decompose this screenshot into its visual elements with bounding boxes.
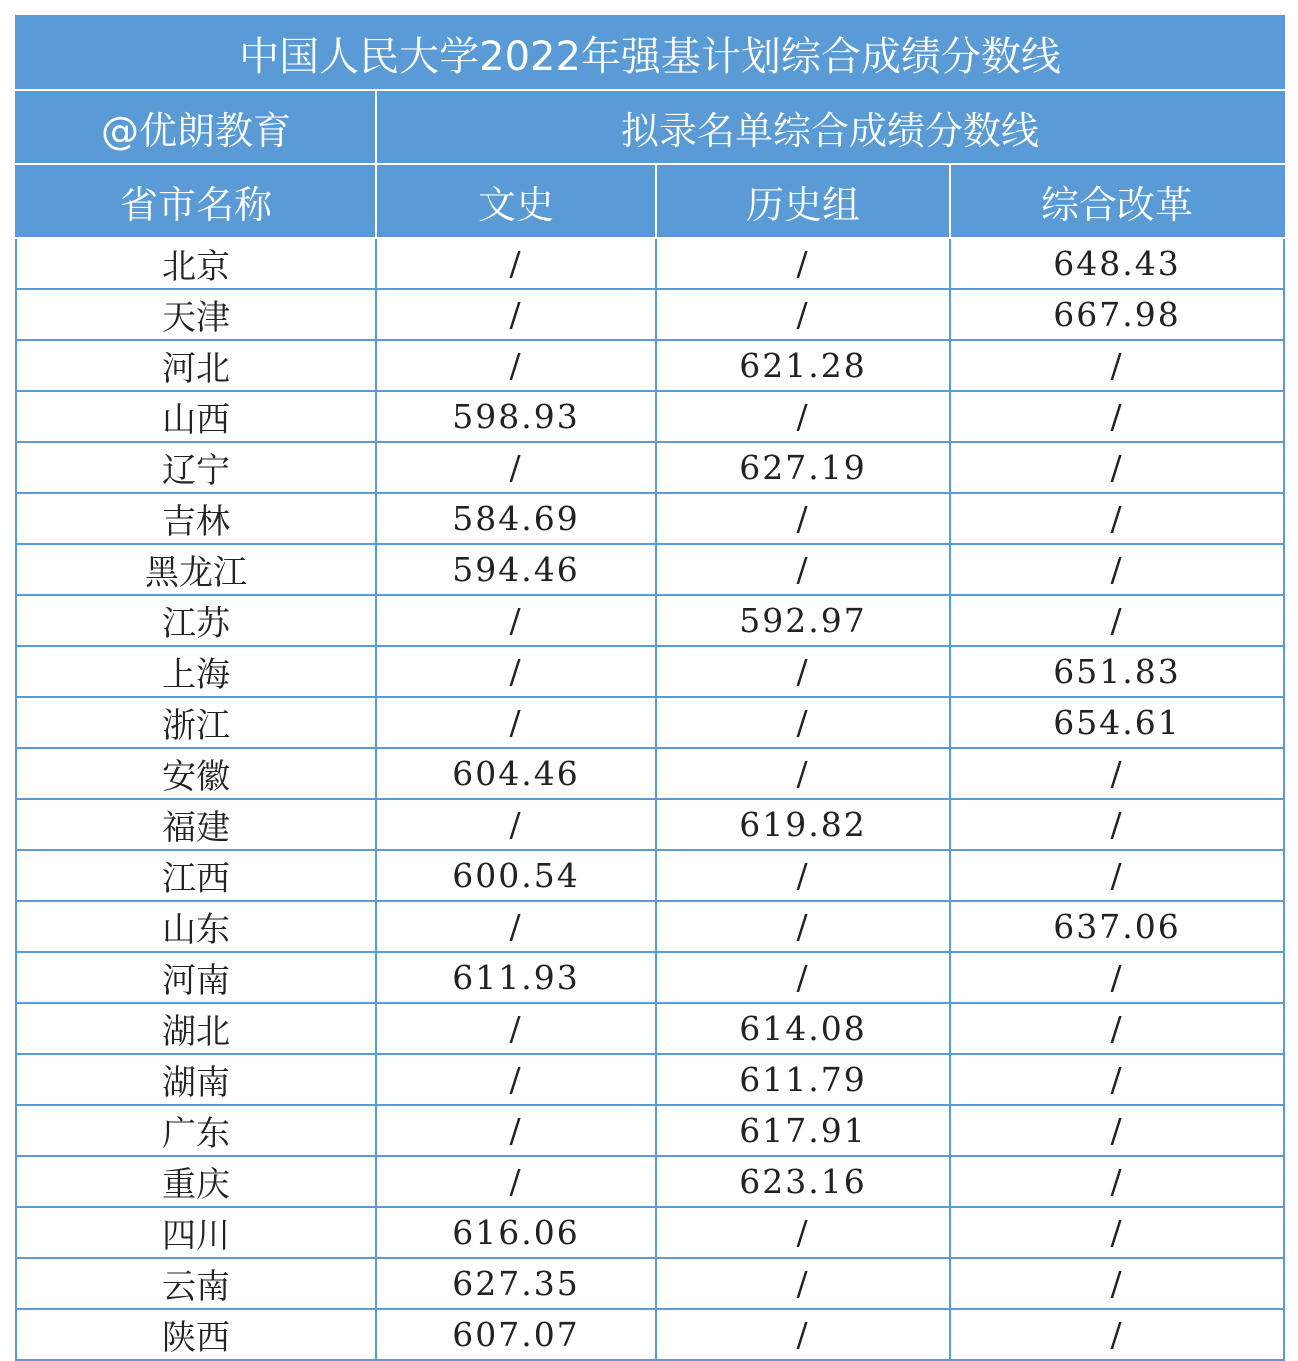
title-row bbox=[16, 16, 1284, 90]
cell-lishizu: 617.91 bbox=[656, 1105, 950, 1156]
table-row bbox=[16, 1054, 1284, 1105]
cell-wenshi: / bbox=[376, 1054, 656, 1105]
cell-wenshi: / bbox=[376, 1105, 656, 1156]
cell-wenshi: 607.07 bbox=[376, 1309, 656, 1360]
table-row bbox=[16, 952, 1284, 1003]
cell-zonghe: 651.83 bbox=[950, 646, 1284, 697]
cell-wenshi: / bbox=[376, 901, 656, 952]
table-row bbox=[16, 646, 1284, 697]
cell-province: 广东 bbox=[16, 1105, 376, 1156]
table-title: 中国人民大学2022年强基计划综合成绩分数线 bbox=[16, 16, 1284, 90]
cell-zonghe: / bbox=[950, 595, 1284, 646]
table-row bbox=[16, 1207, 1284, 1258]
cell-wenshi: 627.35 bbox=[376, 1258, 656, 1309]
cell-zonghe: 654.61 bbox=[950, 697, 1284, 748]
cell-wenshi: 584.69 bbox=[376, 493, 656, 544]
cell-zonghe: 667.98 bbox=[950, 289, 1284, 340]
table-row bbox=[16, 748, 1284, 799]
cell-province: 福建 bbox=[16, 799, 376, 850]
cell-zonghe: / bbox=[950, 442, 1284, 493]
cell-province: 安徽 bbox=[16, 748, 376, 799]
source-label: @优朗教育 bbox=[16, 90, 376, 164]
cell-province: 陕西 bbox=[16, 1309, 376, 1360]
table-row bbox=[16, 1105, 1284, 1156]
cell-wenshi: 604.46 bbox=[376, 748, 656, 799]
column-header-wenshi: 文史 bbox=[376, 164, 656, 238]
cell-wenshi: / bbox=[376, 799, 656, 850]
cell-province: 重庆 bbox=[16, 1156, 376, 1207]
table-row bbox=[16, 493, 1284, 544]
cell-zonghe: 637.06 bbox=[950, 901, 1284, 952]
cell-wenshi: / bbox=[376, 1156, 656, 1207]
cell-province: 湖南 bbox=[16, 1054, 376, 1105]
cell-wenshi: 594.46 bbox=[376, 544, 656, 595]
table-row bbox=[16, 289, 1284, 340]
table-row bbox=[16, 1003, 1284, 1054]
cell-lishizu: / bbox=[656, 493, 950, 544]
cell-wenshi: / bbox=[376, 697, 656, 748]
table-row bbox=[16, 544, 1284, 595]
cell-wenshi: / bbox=[376, 238, 656, 289]
cell-zonghe: / bbox=[950, 748, 1284, 799]
cell-lishizu: / bbox=[656, 238, 950, 289]
cell-zonghe: / bbox=[950, 391, 1284, 442]
cell-zonghe: / bbox=[950, 1309, 1284, 1360]
cell-zonghe: / bbox=[950, 1156, 1284, 1207]
cell-lishizu: 623.16 bbox=[656, 1156, 950, 1207]
cell-wenshi: / bbox=[376, 442, 656, 493]
column-header-zonghe: 综合改革 bbox=[950, 164, 1284, 238]
column-header-row bbox=[16, 164, 1284, 238]
cell-wenshi: 616.06 bbox=[376, 1207, 656, 1258]
cell-lishizu: / bbox=[656, 850, 950, 901]
table-row bbox=[16, 1156, 1284, 1207]
table-row bbox=[16, 799, 1284, 850]
cell-province: 吉林 bbox=[16, 493, 376, 544]
cell-wenshi: 611.93 bbox=[376, 952, 656, 1003]
cell-zonghe: / bbox=[950, 1258, 1284, 1309]
table-row bbox=[16, 1258, 1284, 1309]
cell-province: 北京 bbox=[16, 238, 376, 289]
cell-lishizu: / bbox=[656, 1258, 950, 1309]
cell-province: 山东 bbox=[16, 901, 376, 952]
cell-zonghe: / bbox=[950, 1054, 1284, 1105]
table-row bbox=[16, 697, 1284, 748]
cell-zonghe: / bbox=[950, 1105, 1284, 1156]
cell-zonghe: 648.43 bbox=[950, 238, 1284, 289]
group-header: 拟录名单综合成绩分数线 bbox=[376, 90, 1284, 164]
cell-lishizu: / bbox=[656, 1207, 950, 1258]
cell-lishizu: 621.28 bbox=[656, 340, 950, 391]
cell-lishizu: / bbox=[656, 289, 950, 340]
cell-province: 山西 bbox=[16, 391, 376, 442]
table-row bbox=[16, 850, 1284, 901]
cell-lishizu: 627.19 bbox=[656, 442, 950, 493]
table-row bbox=[16, 442, 1284, 493]
cell-zonghe: / bbox=[950, 850, 1284, 901]
cell-lishizu: 611.79 bbox=[656, 1054, 950, 1105]
cell-zonghe: / bbox=[950, 799, 1284, 850]
cell-province: 江西 bbox=[16, 850, 376, 901]
cell-lishizu: 592.97 bbox=[656, 595, 950, 646]
cell-lishizu: / bbox=[656, 748, 950, 799]
cell-wenshi: 600.54 bbox=[376, 850, 656, 901]
cell-lishizu: / bbox=[656, 952, 950, 1003]
cell-wenshi: / bbox=[376, 340, 656, 391]
cell-province: 云南 bbox=[16, 1258, 376, 1309]
table-row bbox=[16, 238, 1284, 289]
score-table bbox=[15, 15, 1285, 1361]
cell-lishizu: 614.08 bbox=[656, 1003, 950, 1054]
table-row bbox=[16, 1309, 1284, 1360]
column-header-province: 省市名称 bbox=[16, 164, 376, 238]
table-row bbox=[16, 901, 1284, 952]
cell-province: 河南 bbox=[16, 952, 376, 1003]
table-body bbox=[16, 238, 1284, 1360]
cell-zonghe: / bbox=[950, 1207, 1284, 1258]
subheader-row bbox=[16, 90, 1284, 164]
cell-lishizu: / bbox=[656, 1309, 950, 1360]
cell-province: 四川 bbox=[16, 1207, 376, 1258]
cell-wenshi: / bbox=[376, 595, 656, 646]
cell-province: 浙江 bbox=[16, 697, 376, 748]
cell-province: 河北 bbox=[16, 340, 376, 391]
cell-lishizu: / bbox=[656, 391, 950, 442]
cell-wenshi: / bbox=[376, 289, 656, 340]
cell-zonghe: / bbox=[950, 952, 1284, 1003]
column-header-lishizu: 历史组 bbox=[656, 164, 950, 238]
cell-province: 江苏 bbox=[16, 595, 376, 646]
table-row bbox=[16, 391, 1284, 442]
cell-lishizu: / bbox=[656, 697, 950, 748]
cell-zonghe: / bbox=[950, 1003, 1284, 1054]
cell-lishizu: / bbox=[656, 544, 950, 595]
table-row bbox=[16, 340, 1284, 391]
cell-wenshi: 598.93 bbox=[376, 391, 656, 442]
cell-wenshi: / bbox=[376, 1003, 656, 1054]
cell-wenshi: / bbox=[376, 646, 656, 697]
score-table-container bbox=[15, 15, 1283, 1361]
cell-province: 天津 bbox=[16, 289, 376, 340]
cell-province: 湖北 bbox=[16, 1003, 376, 1054]
cell-lishizu: / bbox=[656, 901, 950, 952]
cell-province: 上海 bbox=[16, 646, 376, 697]
cell-province: 辽宁 bbox=[16, 442, 376, 493]
cell-zonghe: / bbox=[950, 340, 1284, 391]
cell-province: 黑龙江 bbox=[16, 544, 376, 595]
cell-lishizu: / bbox=[656, 646, 950, 697]
cell-lishizu: 619.82 bbox=[656, 799, 950, 850]
cell-zonghe: / bbox=[950, 493, 1284, 544]
table-row bbox=[16, 595, 1284, 646]
cell-zonghe: / bbox=[950, 544, 1284, 595]
